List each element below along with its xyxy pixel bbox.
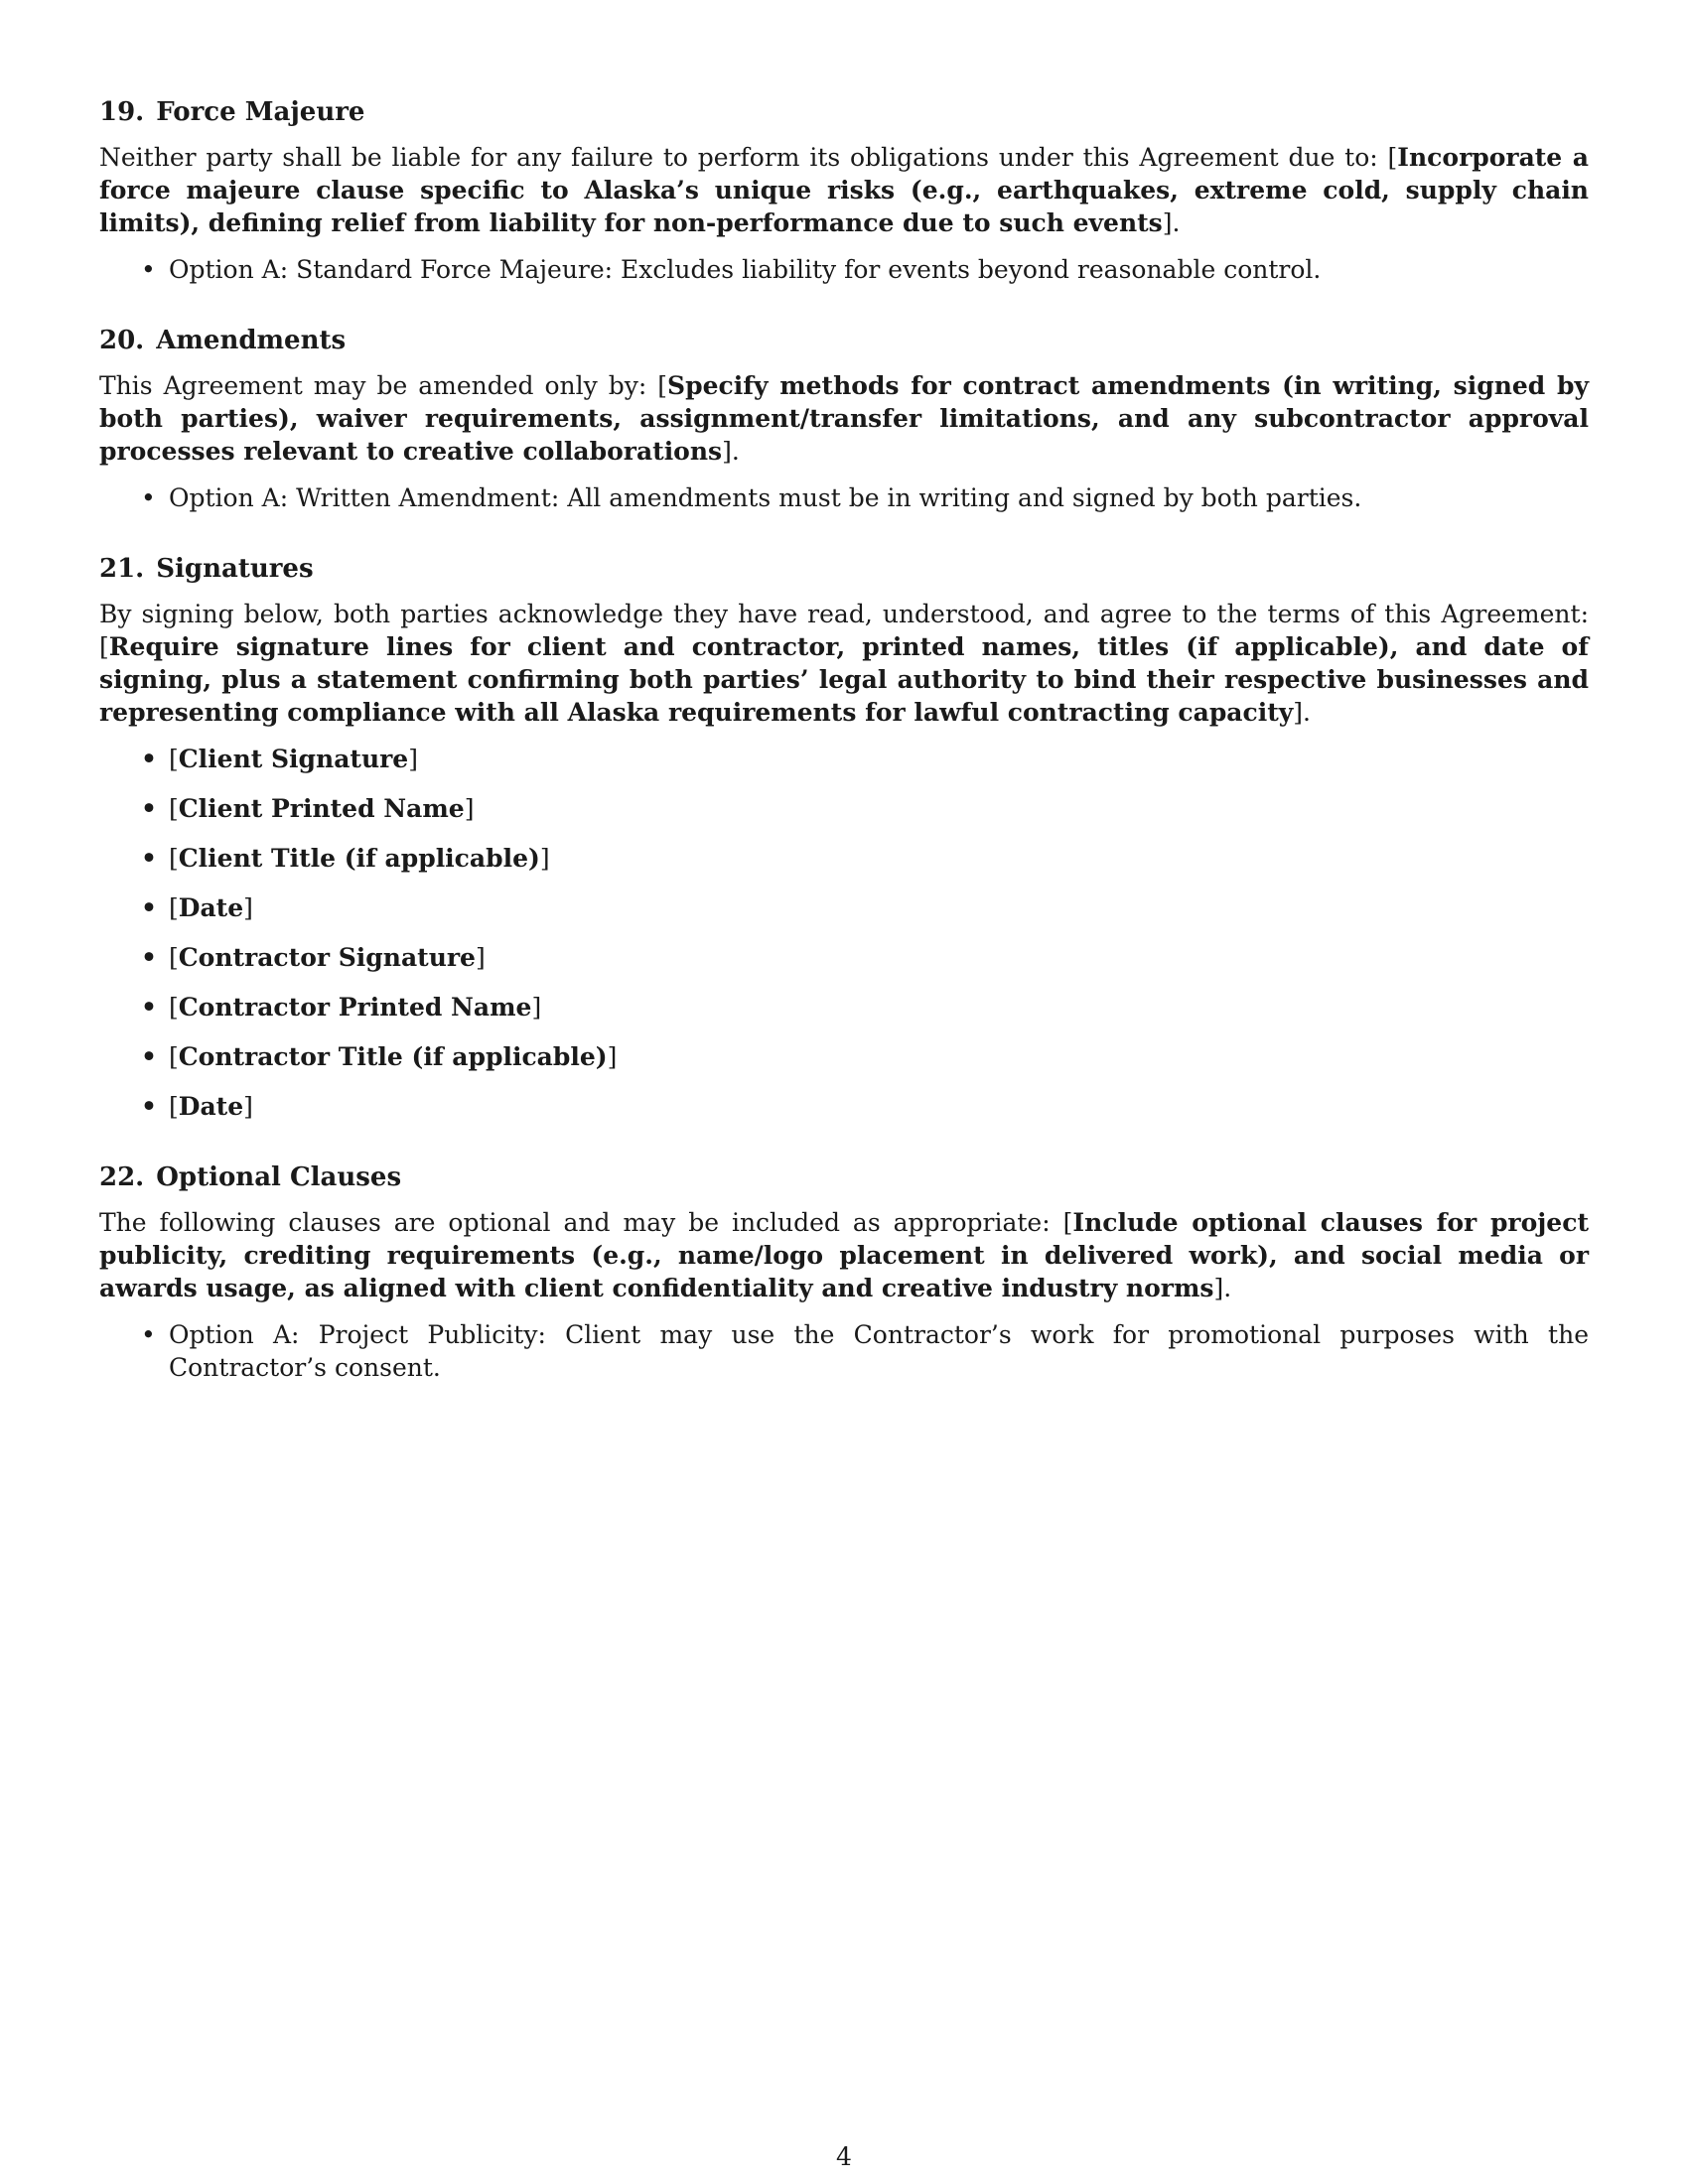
section-amendments <box>99 324 1589 514</box>
section-number: 19. <box>99 97 145 127</box>
section-heading <box>99 1160 1589 1194</box>
section-title: Force Majeure <box>156 97 365 127</box>
section-number: 22. <box>99 1162 145 1192</box>
paragraph-intro: By signing below, both parties acknowledge they have read, understood, and agree to the terms of this Agreement: <box>99 600 1589 628</box>
section-number: 21. <box>99 554 145 584</box>
signature-fields-list <box>99 743 1589 1123</box>
section-heading <box>99 95 1589 129</box>
signature-field-client-title: • [Client Title (if applicable)] <box>169 842 1589 875</box>
signature-field-client-date: • [Date] <box>169 891 1589 924</box>
paragraph-intro: This Agreement may be amended only by: <box>99 371 658 400</box>
placeholder-instruction: Specify methods for contract amendments (in writing, signed by both parties), waiver requirements, assignment/transfer limitations, and any subcontractor approval processes relevant to creative collaborations <box>99 371 1589 466</box>
placeholder-instruction: Include optional clauses for project publicity, crediting requirements (e.g., name/logo placement in delivered work), and social media or awards usage, as aligned with client confidentiality and creative industry norms <box>99 1208 1589 1302</box>
section-title: Amendments <box>156 326 347 355</box>
options-list <box>99 1318 1589 1384</box>
section-paragraph: Neither party shall be liable for any failure to perform its obligations under this Agreement due to: [Incorporate a force majeure clause specific to Alaska’s unique risks (e.g., earthquakes, extreme cold, supply chain limits), defining relief from liability for non-performance due to such events]. <box>99 143 1589 237</box>
option-item: • Option A: Standard Force Majeure: Excludes liability for events beyond reasonable control. <box>169 253 1589 286</box>
page-number: 4 <box>836 2142 852 2171</box>
signature-field-contractor-date: • [Date] <box>169 1090 1589 1123</box>
section-heading <box>99 324 1589 357</box>
section-paragraph: This Agreement may be amended only by: [Specify methods for contract amendments (in writing, signed by both parties), waiver requirements, assignment/transfer limitations, and any subcontractor approval processes relevant to creative collaborations]. <box>99 371 1589 466</box>
document-page <box>99 95 1589 1422</box>
section-title: Signatures <box>156 554 314 584</box>
signature-field-client-printed-name: • [Client Printed Name] <box>169 792 1589 825</box>
section-heading <box>99 552 1589 586</box>
signature-field-contractor-printed-name: • [Contractor Printed Name] <box>169 991 1589 1024</box>
signature-field-client-signature: • [Client Signature] <box>169 743 1589 775</box>
placeholder-instruction: Require signature lines for client and contractor, printed names, titles (if applicable), and date of signing, plus a statement confirming both parties’ legal authority to bind their respective businesses and representing compliance with all Alaska requirements for lawful contracting capacity <box>99 632 1589 727</box>
section-paragraph: By signing below, both parties acknowledge they have read, understood, and agree to the terms of this Agreement: [Require signature lines for client and contractor, printed names, titles (if applicable), and date of signing, plus a statement confirming both parties’ legal authority to bind their respective businesses and representing compliance with all Alaska requirements for lawful contracting capacity]. <box>99 600 1589 727</box>
paragraph-intro: The following clauses are optional and may be included as appropriate: <box>99 1208 1063 1237</box>
paragraph-intro: Neither party shall be liable for any failure to perform its obligations under this Agreement due to: <box>99 143 1388 172</box>
section-number: 20. <box>99 326 145 355</box>
section-paragraph: The following clauses are optional and may be included as appropriate: [Include optional clauses for project publicity, crediting requirements (e.g., name/logo placement in delivered work), and social media or awards usage, as aligned with client confidentiality and creative industry norms]. <box>99 1208 1589 1302</box>
placeholder-instruction: Incorporate a force majeure clause specific to Alaska’s unique risks (e.g., earthquakes, extreme cold, supply chain limits), defining relief from liability for non-performance due to such events <box>99 143 1589 237</box>
options-list <box>99 481 1589 514</box>
section-force-majeure <box>99 95 1589 286</box>
option-item: • Option A: Project Publicity: Client may use the Contractor’s work for promotional purposes with the Contractor’s consent. <box>169 1318 1589 1384</box>
options-list <box>99 253 1589 286</box>
option-item: • Option A: Written Amendment: All amendments must be in writing and signed by both parties. <box>169 481 1589 514</box>
section-signatures <box>99 552 1589 1123</box>
section-optional-clauses <box>99 1160 1589 1384</box>
section-title: Optional Clauses <box>156 1162 402 1192</box>
signature-field-contractor-title: • [Contractor Title (if applicable)] <box>169 1040 1589 1073</box>
signature-field-contractor-signature: • [Contractor Signature] <box>169 941 1589 974</box>
